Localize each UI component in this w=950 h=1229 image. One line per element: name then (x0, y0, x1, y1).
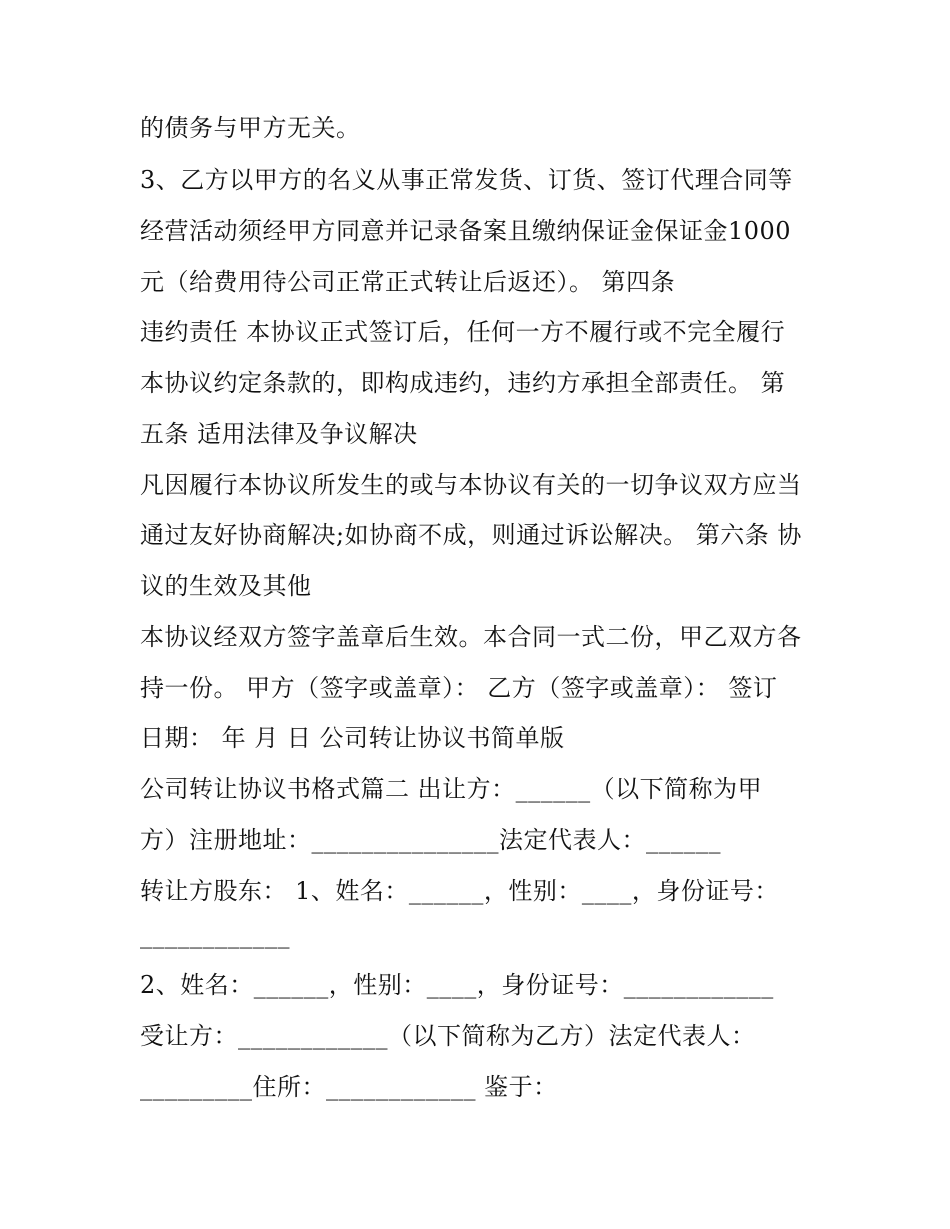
text-line: 本协议经双方签字盖章后生效。本合同一式二份，甲乙双方各 (140, 623, 802, 651)
text-line: 2、姓名：______，性别：____，身份证号：____________ (140, 971, 774, 999)
text-line: 通过友好协商解决;如协商不成，则通过诉讼解决。 第六条 协 (140, 521, 802, 549)
text-line: _________住所：____________ 鉴于： (140, 1073, 558, 1101)
text-line: 3、乙方以甲方的名义从事正常发货、订货、签订代理合同等 (140, 166, 793, 194)
text-line: 元（给费用待公司正常正式转让后返还）。 第四条 (140, 268, 676, 296)
text-line: 凡因履行本协议所发生的或与本协议有关的一切争议双方应当 (140, 471, 802, 499)
text-line: ____________ (140, 921, 290, 949)
text-line: 转让方股东： 1、姓名：______，性别：____，身份证号： (140, 877, 779, 905)
text-line: 持一份。 甲方（签字或盖章）： 乙方（签字或盖章）： 签订 (140, 674, 778, 702)
text-line: 的债务与甲方无关。 (140, 114, 361, 142)
text-line: 受让方：____________（以下简称为乙方）法定代表人： (140, 1022, 756, 1050)
text-line: 日期： 年 月 日 公司转让协议书简单版 (140, 724, 565, 752)
text-line: 议的生效及其他 (140, 572, 312, 600)
text-line: 本协议约定条款的，即构成违约，违约方承担全部责任。 第 (140, 369, 786, 397)
text-line: 违约责任 本协议正式签订后，任何一方不履行或不完全履行 (140, 318, 786, 346)
text-line: 方）注册地址：_______________法定代表人：______ (140, 826, 721, 854)
text-line: 公司转让协议书格式篇二 出让方：______（以下简称为甲 (140, 775, 763, 803)
text-line: 经营活动须经甲方同意并记录备案且缴纳保证金保证金1000 (140, 217, 792, 245)
text-line: 五条 适用法律及争议解决 (140, 420, 418, 448)
